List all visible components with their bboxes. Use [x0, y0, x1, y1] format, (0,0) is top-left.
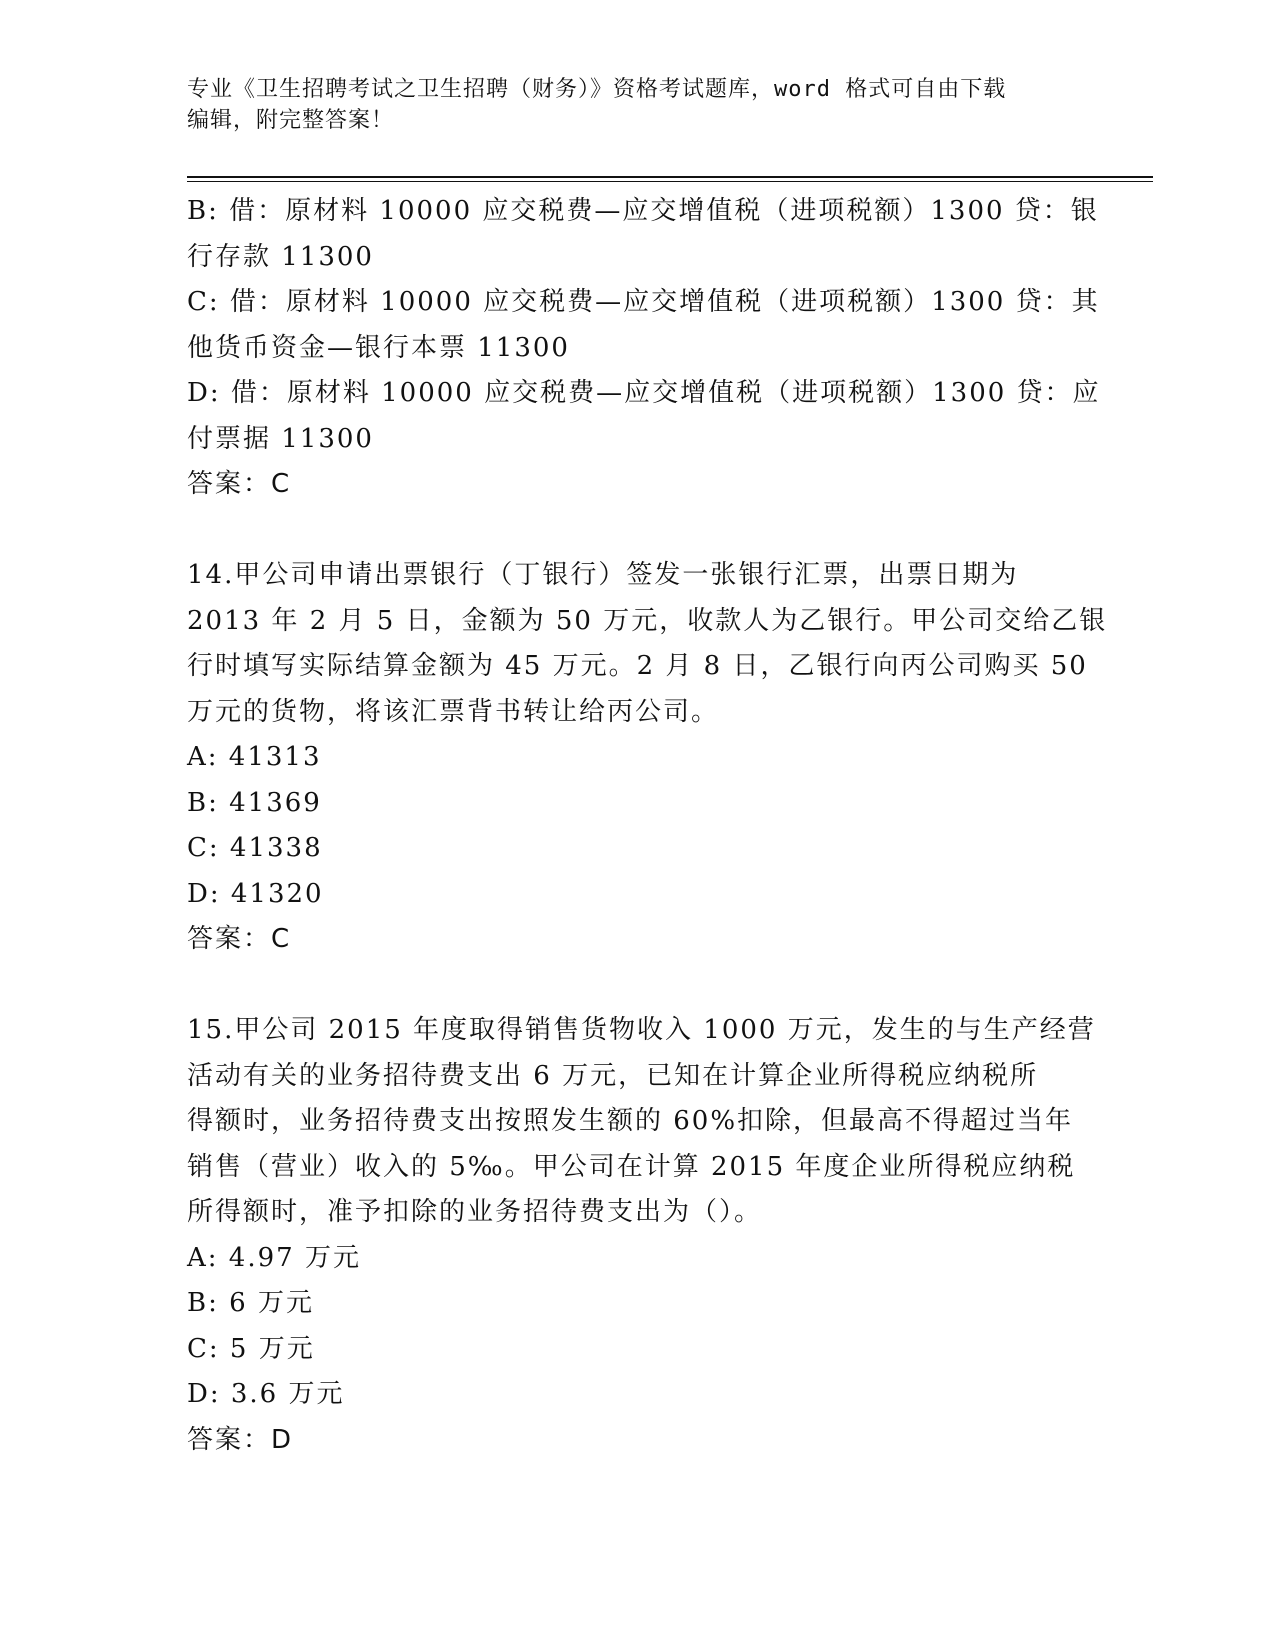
q15-stem-line-2: 活动有关的业务招待费支出 6 万元，已知在计算企业所得税应纳税所 [187, 1060, 1039, 1091]
q15-stem-line-5: 所得额时，准予扣除的业务招待费支出为（）。 [187, 1197, 763, 1227]
q15-stem-line-4: 销售（营业）收入的 5‰。甲公司在计算 2015 年度企业所得税应纳税 [187, 1151, 1076, 1182]
q15-stem-line-1: 15.甲公司 2015 年度取得销售货物收入 1000 万元，发生的与生产经营 [187, 1015, 1096, 1045]
q14-stem-line-1: 14.甲公司申请出票银行（丁银行）签发一张银行汇票，出票日期为 [187, 560, 1019, 590]
q14-option-b: B: 41369 [187, 787, 322, 818]
question-spacer [187, 963, 1087, 1009]
q15-option-a: A: 4.97 万元 [187, 1242, 361, 1273]
question-spacer [187, 508, 1087, 554]
question-14 [187, 553, 1108, 963]
q13-option-c-line-2: 他货币资金—银行本票 11300 [187, 332, 570, 363]
q13-option-c-line-1: C: 借：原材料 10000 应交税费—应交增值税（进项税额）1300 贷：其 [187, 287, 1100, 317]
q15-option-b: B: 6 万元 [187, 1288, 314, 1318]
q13-option-b-line-2: 行存款 11300 [187, 241, 374, 272]
q15-option-d: D: 3.6 万元 [187, 1379, 345, 1409]
q14-answer: 答案：C [187, 924, 292, 954]
q13-answer: 答案：C [187, 469, 292, 499]
q15-answer: 答案：D [187, 1424, 294, 1455]
q14-option-d: D: 41320 [187, 878, 324, 909]
q14-stem-line-4: 万元的货物，将该汇票背书转让给丙公司。 [187, 696, 720, 727]
header-divider-thick [187, 176, 1153, 178]
q13-option-d-line-2: 付票据 11300 [187, 423, 374, 454]
document-body [187, 189, 1108, 1463]
header-title-line-2: 编辑，附完整答案！ [187, 108, 395, 133]
q14-option-c: C: 41338 [187, 833, 323, 863]
q15-stem-line-3: 得额时，业务招待费支出按照发生额的 60%扣除，但最高不得超过当年 [187, 1106, 1074, 1136]
header-title-line-1: 专业《卫生招聘考试之卫生招聘（财务）》资格考试题库，word 格式可自由下载 [187, 77, 1007, 102]
q14-stem-line-2: 2013 年 2 月 5 日，金额为 50 万元，收款人为乙银行。甲公司交给乙银 [187, 605, 1108, 636]
q13-option-b-line-1: B: 借：原材料 10000 应交税费—应交增值税（进项税额）1300 贷：银 [187, 196, 1099, 226]
question-13 [187, 189, 1101, 508]
q14-stem-line-3: 行时填写实际结算金额为 45 万元。2 月 8 日，乙银行向丙公司购买 50 [187, 651, 1088, 681]
header-divider-thin [187, 181, 1153, 182]
q15-option-c: C: 5 万元 [187, 1333, 315, 1364]
document-header [187, 74, 1067, 136]
q14-option-a: A: 41313 [187, 742, 322, 772]
q13-option-d-line-1: D: 借：原材料 10000 应交税费—应交增值税（进项税额）1300 贷：应 [187, 378, 1101, 408]
question-15 [187, 1008, 1096, 1463]
